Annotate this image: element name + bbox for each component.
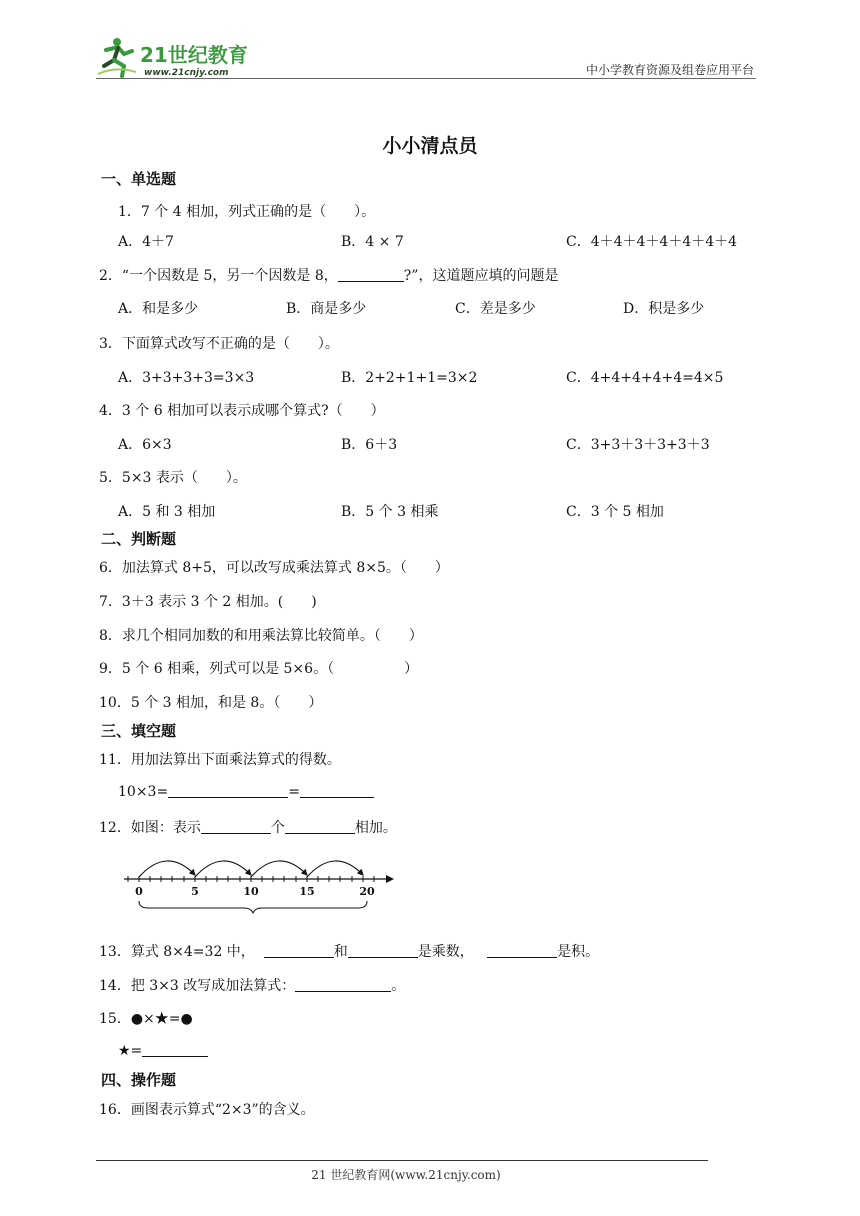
q12-post: 相加。: [354, 820, 397, 836]
q2-stem-pre: 2．“一个因数是 5，另一个因数是 8，: [99, 268, 338, 284]
q12-stem: [99, 817, 397, 837]
q5-option-c[interactable]: C．3 个 5 相加: [566, 504, 664, 520]
q12-blank-1[interactable]: [201, 819, 271, 834]
q5-option-a[interactable]: A．5 和 3 相加: [118, 504, 216, 520]
runner-icon: [98, 38, 136, 76]
q2-blank[interactable]: [338, 267, 404, 282]
q8-text: 8．求几个相同加数的和用乘法算比较简单。（ ）: [99, 628, 423, 644]
total-brace: [139, 901, 367, 913]
q12-blank-2[interactable]: [285, 819, 355, 834]
q15-star-label: ★=: [118, 1043, 143, 1059]
platform-name: 中小学教育资源及组卷应用平台: [585, 63, 754, 77]
q7-text: 7．3＋3 表示 3 个 2 相加。( ): [99, 594, 317, 610]
jump-arc-4: [307, 861, 363, 877]
section-heading-4: 四、操作题: [101, 1071, 177, 1089]
q14-blank[interactable]: [295, 977, 391, 992]
q5-stem: 5．5×3 表示（ ）。: [99, 470, 247, 486]
jump-arc-1: [139, 861, 195, 877]
section-heading-1: 一、单选题: [101, 170, 177, 188]
jump-arc-2: [195, 861, 251, 877]
q14-pre: 14．把 3×3 改写成加法算式：: [99, 978, 296, 994]
q13-blank-3[interactable]: [487, 943, 557, 958]
q11-blank-1[interactable]: [168, 783, 288, 798]
header-divider: [96, 78, 756, 79]
q2-option-d[interactable]: D．积是多少: [623, 301, 705, 317]
q4-option-b[interactable]: B．6＋3: [341, 437, 398, 453]
q10-text: 10．5 个 3 相加，和是 8。（ ）: [99, 695, 323, 711]
tick-label-5: 5: [191, 885, 199, 898]
q1-stem: 1．7 个 4 相加，列式正确的是（ ）。: [118, 204, 376, 220]
q4-stem: 4．3 个 6 相加可以表示成哪个算式?（ ）: [99, 403, 385, 419]
q11-expr: 10×3=: [118, 784, 169, 800]
section-heading-3: 三、填空题: [101, 722, 177, 740]
q2-stem-post: ?”，这道题应填的问题是: [403, 268, 559, 284]
q11-blank-2[interactable]: [300, 783, 374, 798]
q11-expression: [118, 783, 374, 800]
q12-mid: 个: [270, 820, 285, 836]
logo-url: www.21cnjy.com: [144, 68, 229, 78]
q13-pre: 13．算式 8×4=32 中，: [99, 944, 255, 960]
q13-blank-2[interactable]: [348, 943, 418, 958]
q3-option-c[interactable]: C．4+4+4+4+4=4×5: [566, 370, 724, 386]
q15-blank[interactable]: [142, 1042, 208, 1057]
q2-option-a[interactable]: A．和是多少: [118, 301, 199, 317]
q4-option-a[interactable]: A．6×3: [118, 437, 172, 453]
tick-label-15: 15: [299, 885, 315, 898]
q6-text: 6．加法算式 8+5，可以改写成乘法算式 8×5。（ ）: [99, 560, 449, 576]
site-logo: [96, 36, 258, 80]
q13-and: 和: [333, 944, 348, 960]
tick-label-10: 10: [243, 885, 259, 898]
q9-text: 9．5 个 6 相乘，列式可以是 5×6。（ ）: [99, 661, 419, 677]
q1-option-a[interactable]: A．4＋7: [118, 234, 174, 250]
q2-option-b[interactable]: B．商是多少: [286, 301, 367, 317]
q2-option-c[interactable]: C．差是多少: [455, 301, 536, 317]
q1-option-c[interactable]: C．4＋4＋4＋4＋4＋4＋4: [566, 234, 738, 250]
q13-factors: 是乘数，: [417, 944, 474, 960]
q11-stem: 11．用加法算出下面乘法算式的得数。: [99, 752, 341, 768]
q12-pre: 12．如图：表示: [99, 820, 201, 836]
q13-stem: [99, 941, 599, 961]
footer-text[interactable]: 21 世纪教育网(www.21cnjy.com): [311, 1168, 501, 1182]
jump-arc-3: [251, 861, 307, 877]
tick-label-0: 0: [135, 885, 143, 898]
section-heading-2: 二、判断题: [101, 530, 177, 548]
q3-option-b[interactable]: B．2+2+1+1=3×2: [341, 370, 478, 386]
q14-stem: [99, 975, 405, 995]
page-title: 小小清点员: [382, 135, 478, 157]
q13-blank-1[interactable]: [264, 943, 334, 958]
tick-label-20: 20: [359, 885, 375, 898]
q14-post: 。: [391, 978, 406, 994]
q16-text: 16．画图表示算式“2×3”的含义。: [99, 1102, 315, 1118]
q15-answer-line: [118, 1042, 208, 1059]
q11-eq: =: [288, 784, 300, 800]
q5-option-b[interactable]: B．5 个 3 相乘: [341, 504, 439, 520]
q2-stem: [99, 265, 558, 285]
number-line-figure: [118, 852, 398, 916]
footer-divider: [96, 1160, 708, 1161]
q13-product: 是积。: [557, 944, 600, 960]
axis-arrow-icon: [386, 875, 394, 883]
logo-text: 21世纪教育: [140, 43, 248, 67]
q3-stem: 3．下面算式改写不正确的是（ ）。: [99, 336, 339, 352]
q3-option-a[interactable]: A．3+3+3+3=3×3: [118, 370, 255, 386]
q4-option-c[interactable]: C．3+3＋3＋3+3＋3: [566, 437, 710, 453]
q15-stem: 15．●×★=●: [99, 1011, 193, 1027]
q1-option-b[interactable]: B．4 × 7: [341, 234, 404, 250]
